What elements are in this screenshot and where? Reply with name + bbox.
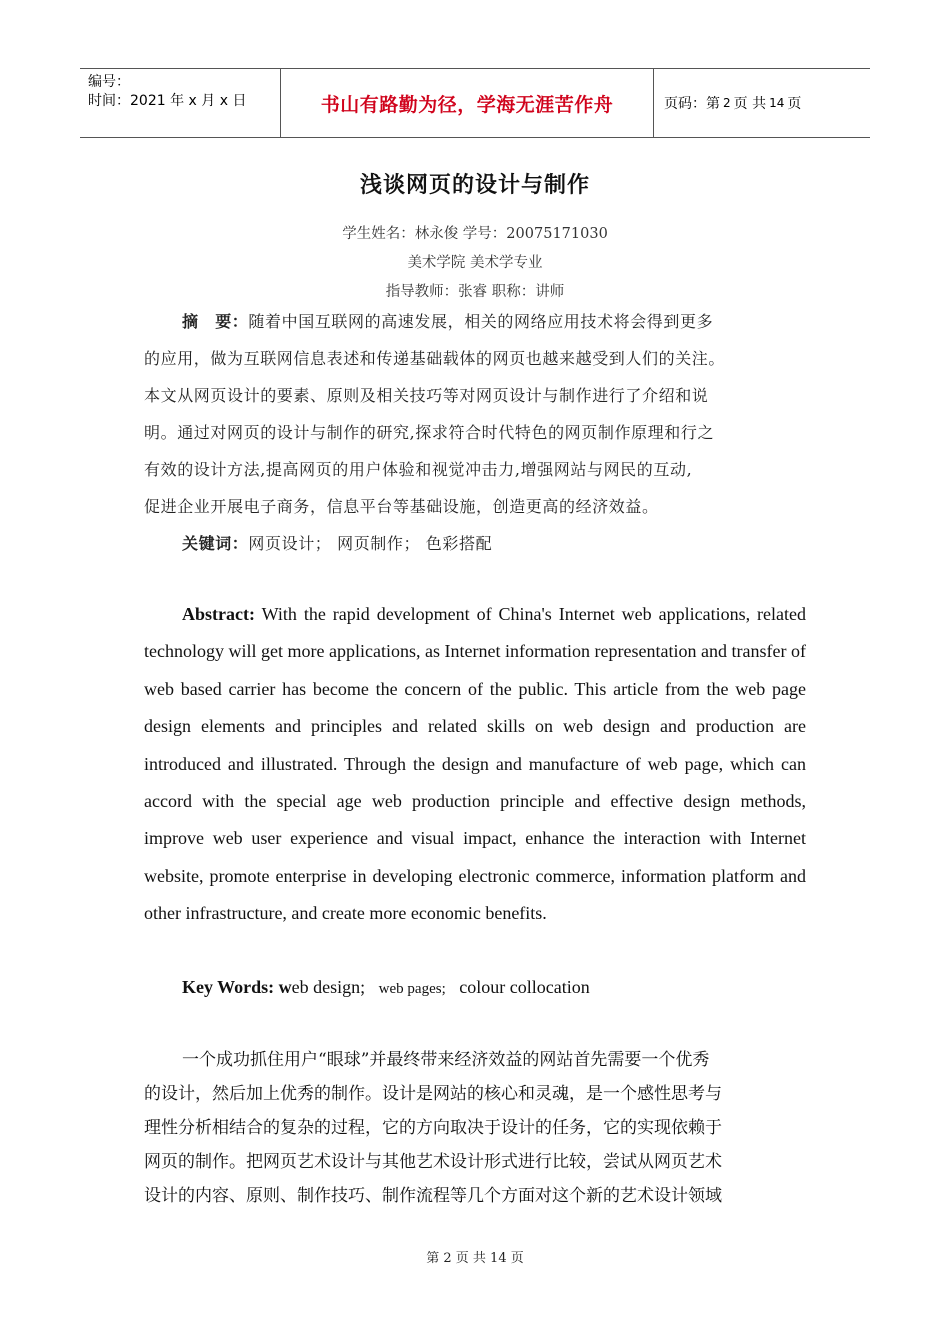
abstract-cn-line: 摘 要：随着中国互联网的高速发展，相关的网络应用技术将会得到更多: [182, 312, 714, 331]
page-number: 2: [723, 96, 731, 110]
keywords-en: [144, 969, 806, 1008]
body-line: 一个成功抓住用户“眼球”并最终带来经济效益的网站首先需要一个优秀: [182, 1050, 710, 1070]
abstract-en-label: Abstract:: [182, 604, 255, 624]
body-line: 网页的制作。把网页艺术设计与其他艺术设计形式进行比较，尝试从网页艺术: [144, 1152, 722, 1172]
page-prefix: 页码：第: [664, 96, 720, 112]
keywords-en-label: Key Words: w: [182, 977, 292, 997]
keywords-cn: [144, 525, 809, 562]
body-line: 理性分析相结合的复杂的过程，它的方向取决于设计的任务，它的实现依赖于: [144, 1118, 722, 1138]
abstract-en-text: With the rapid development of China's Internet web applications, related technology will get more applications, as Internet information representation and transfer of web based carrier has become the concern of the public. This article from the web page design elements and principles and related skills on web design and production are introduced and illustrated. Through the design and manufacture of web page, which can accord with the special age web production principle and effective design methods, improve web user experience and visual impact, enhance the interaction with Internet website, promote enterprise in developing electronic commerce, information platform and other infrastructure, and create more economic benefits.: [144, 604, 806, 924]
abstract-en: [144, 596, 806, 933]
header-date: 时间：2021 年 x 月 x 日: [88, 93, 247, 109]
body-paragraph: [144, 1043, 809, 1213]
author-line: 学生姓名：林永俊 学号：20075171030: [342, 226, 608, 242]
header-motto: 书山有路勤为径，学海无涯苦作舟: [281, 69, 654, 137]
body-line: 设计的内容、原则、制作技巧、制作流程等几个方面对这个新的艺术设计领域: [144, 1186, 722, 1206]
abstract-cn-line: 有效的设计方法,提高网页的用户体验和视觉冲击力,增强网站与网民的互动,: [144, 460, 693, 479]
header-page-info: [654, 69, 870, 137]
abstract-cn-line: 本文从网页设计的要素、原则及相关技巧等对网页设计与制作进行了介绍和说: [144, 386, 709, 405]
college-line: 美术学院 美术学专业: [407, 255, 543, 271]
page-footer: 第 2 页 共 14 页: [426, 1251, 524, 1266]
page-total: 14: [769, 96, 785, 110]
advisor-line: 指导教师：张睿 职称：讲师: [385, 284, 565, 300]
page-suffix: 页: [787, 96, 802, 112]
abstract-cn-line: 的应用，做为互联网信息表述和传递基础载体的网页也越来越受到人们的关注。: [144, 349, 726, 368]
page-mid: 页 共: [733, 96, 767, 112]
header-number: 编号：: [88, 74, 130, 90]
keywords-en-second: web pages;: [378, 981, 446, 997]
abstract-cn: [144, 303, 809, 562]
keywords-en-third: colour collocation: [459, 977, 590, 997]
body-line: 的设计，然后加上优秀的制作。设计是网站的核心和灵魂，是一个感性思考与: [144, 1084, 722, 1104]
keywords-en-first: eb design;: [291, 977, 366, 997]
page-title: 浅谈网页的设计与制作: [359, 173, 590, 198]
abstract-cn-line: 明。通过对网页的设计与制作的研究,探求符合时代特色的网页制作原理和行之: [144, 423, 715, 442]
header-info: [80, 69, 281, 137]
keywords-cn-label: 关键词：: [182, 534, 249, 553]
document-header: [80, 68, 870, 138]
abstract-cn-line: 促进企业开展电子商务，信息平台等基础设施，创造更高的经济效益。: [144, 497, 659, 516]
keywords-cn-value: 网页设计； 网页制作； 色彩搭配: [248, 534, 493, 553]
abstract-cn-label: 摘 要：: [182, 312, 249, 331]
